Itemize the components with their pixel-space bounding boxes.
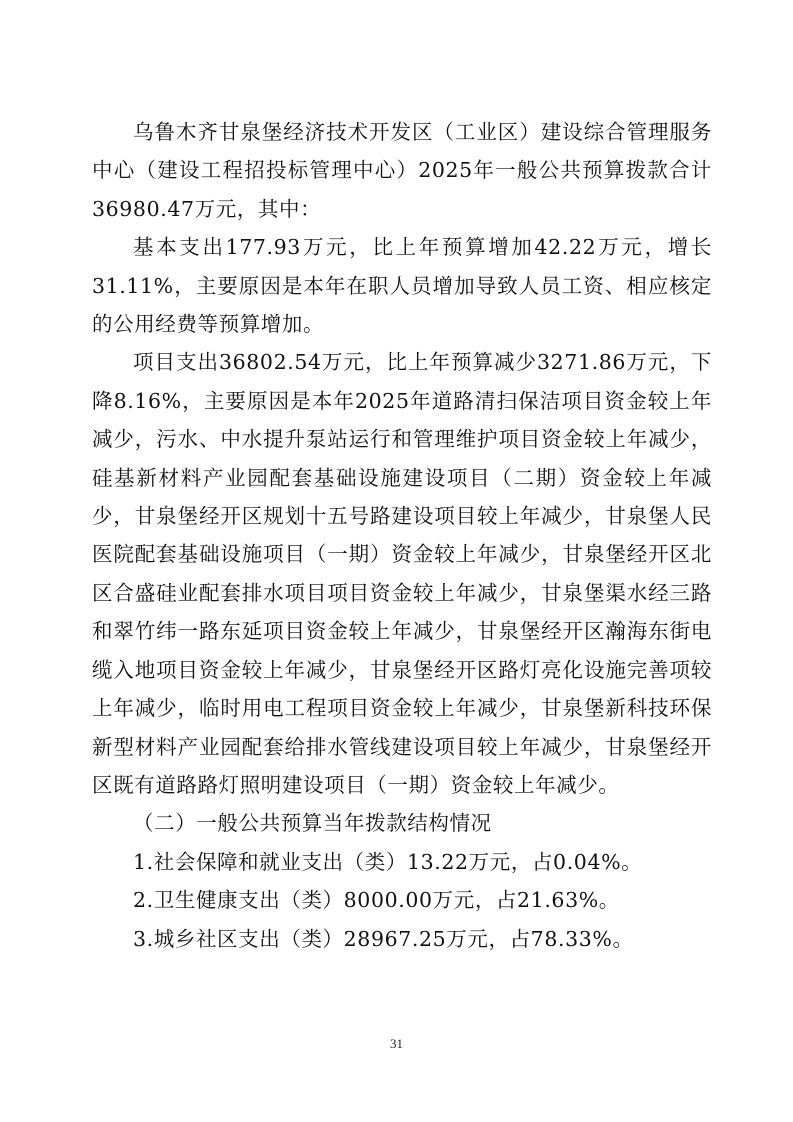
basic-expenditure-paragraph: 基本支出177.93万元，比上年预算增加42.22万元，增长31.11%，主要原因是本年在职人员增加导致人员工资、相应核定的公用经费等预算增加。 — [92, 235, 712, 337]
list-item: 1.社会保障和就业支出（类）13.22万元，占0.04%。 — [133, 849, 643, 874]
section-heading: （二）一般公共预算当年拨款结构情况 — [133, 811, 492, 836]
document-body — [92, 113, 712, 958]
list-item: 3.城乡社区支出（类）28967.25万元，占78.33%。 — [133, 926, 634, 951]
project-expenditure-paragraph: 项目支出36802.54万元，比上年预算减少3271.86万元，下降8.16%，主要原因是本年2025年道路清扫保洁项目资金较上年减少，污水、中水提升泵站运行和管理维护项目资金较上年减少，硅基新材料产业园配套基础设施建设项目（二期）资金较上年减少，甘泉堡经开区规划十五号路建设项目较上年减少，甘泉堡人民医院配套基础设施项目（一期）资金较上年减少，甘泉堡经开区北区合盛硅业配套排水项目项目资金较上年减少，甘泉堡渠水经三路和翠竹纬一路东延项目资金较上年减少，甘泉堡经开区瀚海东街电缆入地项目资金较上年减少，甘泉堡经开区路灯亮化设施完善项较上年减少，临时用电工程项目资金较上年减少，甘泉堡新科技环保新型材料产业园配套给排水管线建设项目较上年减少，甘泉堡经开区既有道路路灯照明建设项目（一期）资金较上年减少。 — [92, 350, 712, 797]
list-item: 2.卫生健康支出（类）8000.00万元，占21.63%。 — [133, 888, 620, 913]
summary-paragraph: 乌鲁木齐甘泉堡经济技术开发区（工业区）建设综合管理服务中心（建设工程招投标管理中心）2025年一般公共预算拨款合计36980.47万元，其中： — [92, 120, 712, 221]
page-number: 31 — [390, 1036, 403, 1051]
